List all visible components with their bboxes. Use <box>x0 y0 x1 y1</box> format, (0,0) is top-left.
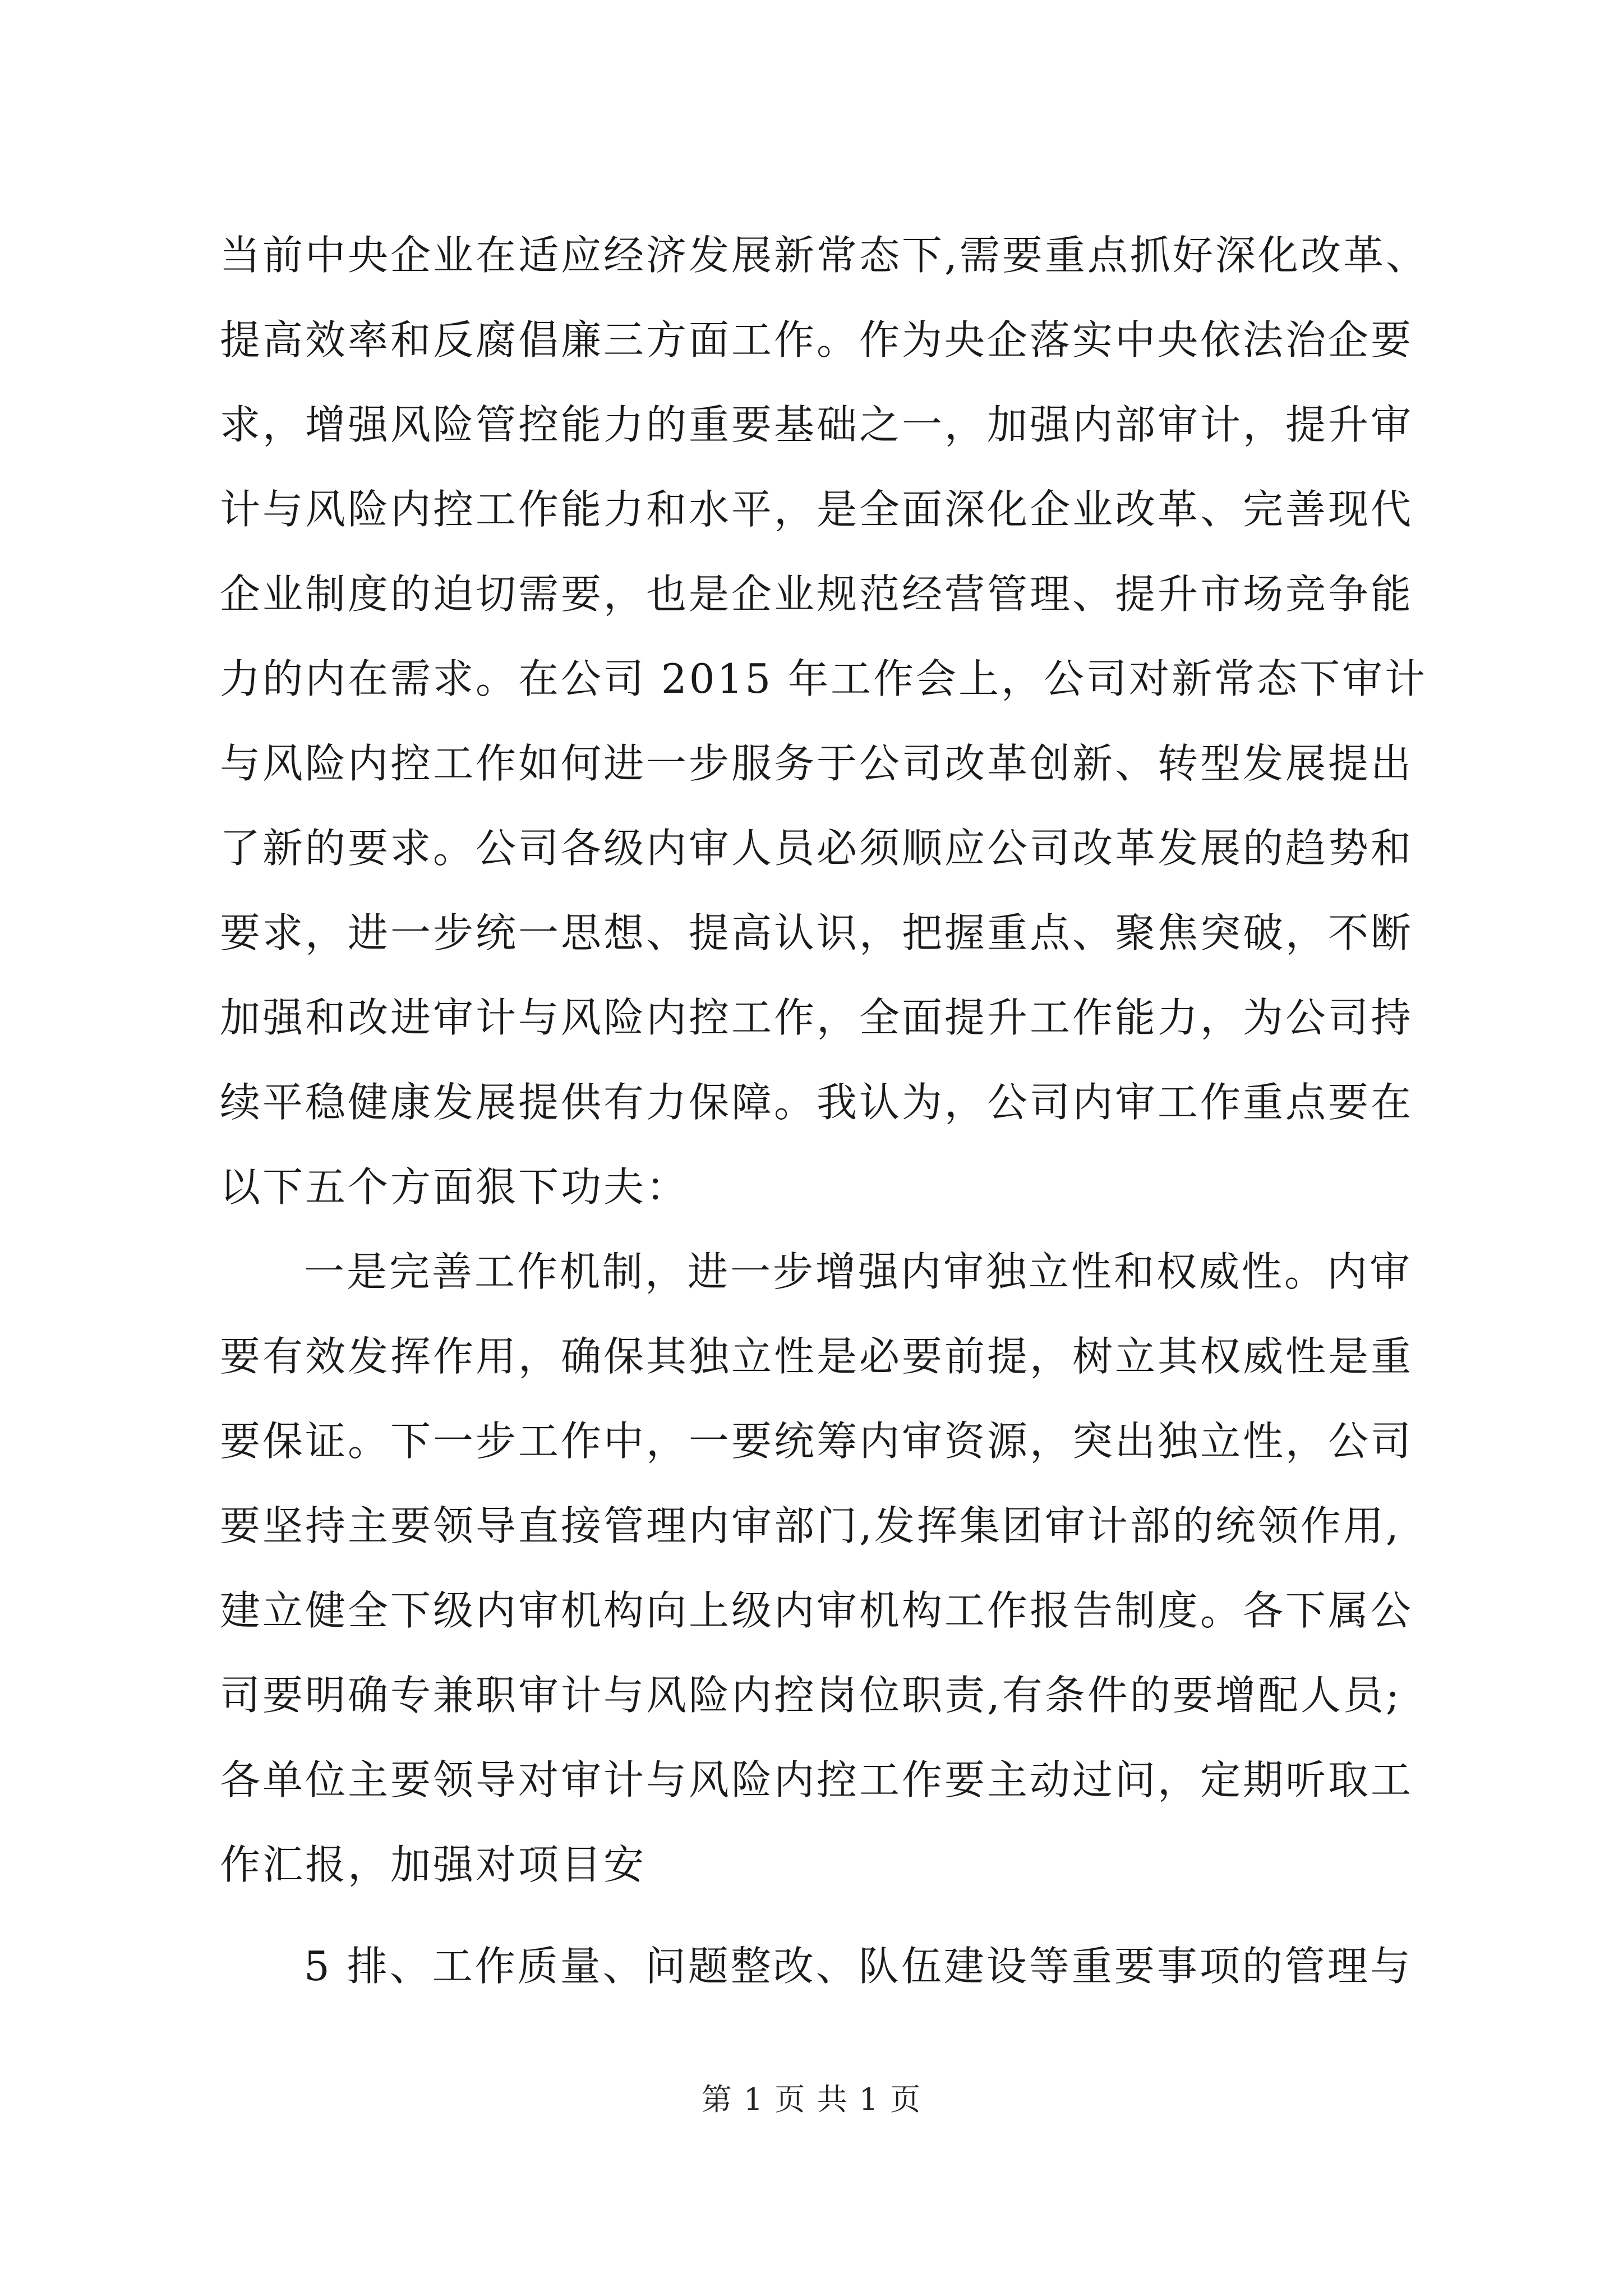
text-line: 提高效率和反腐倡廉三方面工作。作为央企落实中央依法治企要 <box>220 316 1414 364</box>
text-line: 企业制度的迫切需要，也是企业规范经营管理、提升市场竞争能 <box>220 570 1414 618</box>
text-line: 要求，进一步统一思想、提高认识，把握重点、聚焦突破，不断 <box>220 909 1414 956</box>
paragraph-start-line: 一是完善工作机制，进一步增强内审独立性和权威性。内审 <box>304 1248 1413 1295</box>
text-line: 求，增强风险管控能力的重要基础之一，加强内部审计，提升审 <box>220 401 1414 448</box>
text-line: 力的内在需求。在公司 2015 年工作会上，公司对新常态下审计 <box>220 655 1428 702</box>
text-line: 要坚持主要领导直接管理内审部门,发挥集团审计部的统领作用, <box>220 1502 1401 1549</box>
text-line: 了新的要求。公司各级内审人员必须顺应公司改革发展的趋势和 <box>220 825 1414 872</box>
text-line: 司要明确专兼职审计与风险内控岗位职责,有条件的要增配人员; <box>220 1672 1402 1719</box>
text-line: 作汇报，加强对项目安 <box>220 1841 647 1888</box>
text-line: 建立健全下级内审机构向上级内审机构工作报告制度。各下属公 <box>220 1587 1414 1634</box>
text-line: 以下五个方面狠下功夫： <box>220 1163 689 1211</box>
text-line: 各单位主要领导对审计与风险内控工作要主动过问，定期听取工 <box>220 1756 1414 1803</box>
paragraph-start-line: 5 排、工作质量、问题整改、队伍建设等重要事项的管理与 <box>304 1943 1413 1990</box>
text-line: 与风险内控工作如何进一步服务于公司改革创新、转型发展提出 <box>220 740 1414 787</box>
text-line: 要保证。下一步工作中，一要统筹内审资源，突出独立性，公司 <box>220 1418 1414 1465</box>
page-footer: 第 1 页 共 1 页 <box>701 2082 922 2117</box>
document-body <box>220 213 1426 2009</box>
text-line: 要有效发挥作用，确保其独立性是必要前提，树立其权威性是重 <box>220 1333 1414 1380</box>
text-line: 加强和改进审计与风险内控工作，全面提升工作能力，为公司持 <box>220 994 1414 1041</box>
text-line: 计与风险内控工作能力和水平，是全面深化企业改革、完善现代 <box>220 486 1414 533</box>
text-line: 当前中央企业在适应经济发展新常态下,需要重点抓好深化改革、 <box>220 232 1428 279</box>
text-line: 续平稳健康发展提供有力保障。我认为，公司内审工作重点要在 <box>220 1079 1414 1126</box>
